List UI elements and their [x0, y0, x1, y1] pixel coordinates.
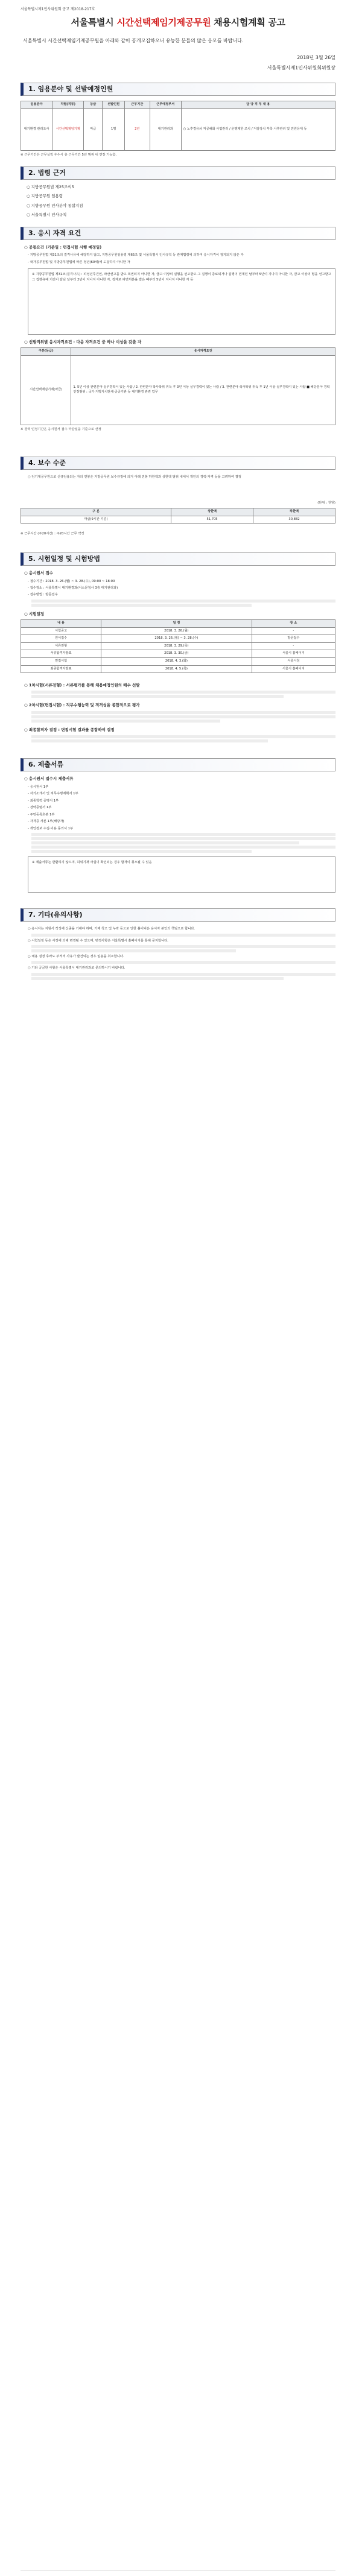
blank-line	[31, 720, 220, 723]
section-4-note: ※ 근무시간 (주20시간) : 주20시간 근무 약정	[21, 532, 84, 536]
application-line: - 접수기간 : 2018. 3. 26.(월) ~ 3. 28.(수), 09:00 ~ 18:00	[28, 579, 115, 583]
sal-cell-min: 30,882	[253, 516, 335, 524]
sched-cell: 2018. 4. 3.(화)	[101, 658, 252, 666]
page-title	[21, 16, 335, 30]
section-1-header	[21, 83, 335, 96]
notice-line: ○ 시험일정 등은 사정에 의해 변경될 수 있으며, 변경사항은 서울특별시 홈페이지를 통해 공지합니다.	[28, 938, 168, 943]
sal-cell-max: 51,705	[171, 516, 253, 524]
doc-line: - 응시원서 1부	[28, 785, 49, 789]
col-series: 직렬(직류)	[52, 101, 84, 109]
blank-line	[31, 934, 335, 937]
section-5-header	[21, 552, 335, 566]
sched-col-date: 일 정	[101, 620, 252, 628]
common-req-label: ○ 공통요건 (기준일 : 면접시험 시행 예정일)	[24, 244, 102, 250]
intro-text: 서울특별시 시간선택제임기제공무원을 아래와 같이 공개모집하오니 유능한 분들의 많은 응모를 바랍니다.	[23, 38, 244, 44]
sched-cell: 원서접수	[21, 635, 101, 643]
salary-table	[21, 508, 335, 524]
common-req-line: - 지방공무원법 제31조의 결격사유에 해당하지 않고, 지방공무원임용령 제65조 및 서울특별시 인사규칙 등 관계법령에 의하여 응시자격이 정지되지 않은 자	[28, 253, 244, 258]
notice-line: ○ 채용 결정 후라도 부적격 사유가 발견되는 경우 임용을 취소합니다.	[28, 954, 124, 958]
section-3-note: ※ 경력 인정기간은 응시원서 접수 마감일을 기준으로 산정	[21, 428, 101, 432]
blank-line	[31, 695, 284, 698]
docs-warning: ※ 제출서류는 반환하지 않으며, 허위기재 사실이 확인되는 경우 합격이 취소될 수 있음	[28, 856, 335, 893]
section-6-title: 6. 제출서류	[28, 761, 64, 769]
blank-line	[31, 711, 335, 714]
blank-line	[31, 949, 236, 952]
doc-line: - 자격증 사본 1부(해당자)	[28, 820, 65, 824]
blank-line	[31, 973, 335, 976]
sal-cell-type: 마급(9시간 기준)	[21, 516, 171, 524]
disqualification-box: ※ 지방공무원법 제31조(결격사유) : 피성년후견인, 파산선고를 받고 복권되지 아니한 자, 금고 이상의 실형을 선고받고 그 집행이 종료되거나 집행이 면제된 날부터 5년이 지나지 아니한 자, 금고 이상의 형을 선고받고 그 집행유예 기간이 끝난 날부터 2년이 지나지 아니한 자, 징계로 파면처분을 받은 때부터 5년이 지나지 아니한 자 등	[28, 268, 335, 335]
law-item: ○ 지방공무원 인사분야 통합지침	[27, 203, 83, 208]
doc-line: - 자기소개서 및 직무수행계획서 1부	[28, 792, 78, 796]
sal-col-type: 구 분	[21, 508, 171, 516]
sched-cell: -	[252, 642, 335, 650]
cell-dept: 대기관리과	[150, 109, 181, 151]
law-item: ○ 서울특별시 인사규칙	[27, 212, 67, 218]
sched-cell: 서울시 홈페이지	[252, 650, 335, 658]
doc-line: - 최종학력 증명서 1부	[28, 799, 59, 803]
req-col-req: 응시자격요건	[71, 348, 335, 356]
cell-period: 2년	[124, 109, 150, 151]
sched-cell: 서류전형	[21, 642, 101, 650]
blank-line	[31, 945, 335, 948]
notice-date: 2018년 3월 26일	[297, 54, 335, 60]
sched-cell: 시험공고	[21, 627, 101, 635]
notice-line: ○ 기타 궁금한 사항은 서울특별시 대기관리과로 문의하시기 바랍니다.	[28, 966, 126, 970]
special-req-label: ○ 선발직위별 응시자격요건 : 다음 자격요건 중 하나 이상을 갖춘 자	[24, 340, 142, 345]
sched-cell: 2018. 3. 30.(금)	[101, 650, 252, 658]
title-suffix: 채용시험계획 공고	[211, 16, 285, 28]
cell-count: 1명	[103, 109, 124, 151]
cell-duties: ○ 노후경유차 저공해화 사업관리 / 운행제한 조치 / 저감장치 부착 사후관리 및 민원응대 등	[181, 109, 335, 151]
sched-cell: 방문접수	[252, 635, 335, 643]
sched-cell: 최종합격자발표	[21, 665, 101, 673]
blank-line	[31, 715, 335, 718]
sched-cell: 서울시 홈페이지	[252, 665, 335, 673]
sched-cell: -	[252, 627, 335, 635]
requirements-table	[21, 347, 335, 425]
sched-cell: 2018. 3. 29.(목)	[101, 642, 252, 650]
section-4-header	[21, 457, 335, 470]
section-7-title: 7. 기타(유의사항)	[28, 911, 83, 919]
cell-field: 대기환경 관리조사	[21, 109, 52, 151]
law-item: ○ 지방공무원법 제25조의5	[27, 185, 74, 190]
title-highlight: 시간선택제임기제공무원	[116, 16, 211, 28]
sched-cell: 면접시험	[21, 658, 101, 666]
col-field: 임용분야	[21, 101, 52, 109]
blank-line	[31, 691, 335, 694]
col-grade: 등급	[84, 101, 103, 109]
section-5-title: 5. 시험일정 및 시험방법	[28, 555, 100, 563]
req-cell-type: 시간선택제임기제(마급)	[21, 356, 71, 425]
sched-cell: 2018. 3. 26.(월)	[101, 627, 252, 635]
section-3-title: 3. 응시 자격 요건	[28, 229, 81, 237]
sal-col-max: 상한액	[171, 508, 253, 516]
blank-line	[31, 739, 268, 742]
blank-line	[31, 837, 335, 840]
sched-col-item: 내 용	[21, 620, 101, 628]
schedule-table	[21, 619, 335, 673]
stage-3: ○ 최종합격자 결정 : 면접시험 결과를 종합하여 결정	[24, 727, 115, 732]
blank-line	[31, 850, 252, 853]
cell-grade: 마급	[84, 109, 103, 151]
page-footer-rule	[21, 2571, 335, 2572]
blank-line	[31, 833, 335, 836]
application-line: - 접수장소 : 서울특별시 대기환경과(서소문청사 3층 대기관리과)	[28, 586, 118, 590]
doc-line: - 경력증명서 1부	[28, 806, 52, 810]
section-6-header	[21, 758, 335, 771]
section-4-title: 4. 보수 수준	[28, 458, 66, 467]
salary-text: ○ 임기제공무원으로 신규임용되는 자의 연봉은 지방공무원 보수규정에 의거 아래 연봉 하한액과 상한액 범위 내에서 개인의 경력·자격 등을 고려하여 결정	[28, 475, 241, 479]
col-count: 선발인원	[103, 101, 124, 109]
col-dept: 근무예정부서	[150, 101, 181, 109]
title-prefix: 서울특별시	[71, 16, 117, 28]
blank-line	[31, 841, 299, 844]
section-3-header	[21, 227, 335, 240]
section-7-header	[21, 908, 335, 922]
section-2-header	[21, 166, 335, 180]
section-2-title: 2. 법령 근거	[28, 169, 66, 177]
sched-cell: 서울시청	[252, 658, 335, 666]
notice-line: ○ 응시자는 지원서 작성에 신중을 기해야 하며, 기재 착오 및 누락 등으로 인한 불이익은 응시자 본인의 책임으로 합니다.	[28, 927, 195, 931]
blank-line	[31, 735, 335, 738]
common-req-line: - 국가공무원법 및 지방공무원법에 따른 정년(60세)에 도달하지 아니한 자	[28, 260, 130, 264]
blank-line	[31, 604, 252, 607]
application-label: ○ 응시원서 접수	[24, 571, 53, 576]
issuing-org: 서울특별시제1인사위원회위원장	[267, 65, 335, 71]
notice-number: 서울특별시제1인사위원회 공고 제2018-217호	[21, 7, 95, 11]
section-1-note: ※ 근무기간은 근무실적 우수시 총 근무기간 5년 범위 내 연장 가능함.	[21, 153, 117, 157]
salary-unit: (단위 : 천원)	[317, 501, 335, 505]
sal-col-min: 하한액	[253, 508, 335, 516]
col-period: 근무기간	[124, 101, 150, 109]
positions-table	[21, 101, 335, 151]
schedule-label: ○ 시험일정	[24, 611, 45, 616]
cell-series: 시간선택제임기제	[52, 109, 84, 151]
req-cell-req: 1. 5년 이상 관련분야 실무경력이 있는 사람 / 2. 관련분야 학사학위 취득 후 3년 이상 실무경력이 있는 사람 / 3. 관련분야 석사학위 취득 후 1년 이상 실무경력이 있는 사람 ■ 해당분야 경력 인정범위 : 국가·지방자치단체·공공기관 등 대기환경 관련 업무	[71, 356, 335, 425]
blank-line	[31, 600, 335, 603]
blank-line	[31, 961, 335, 964]
stage-1: ○ 1차시험(서류전형) : 서류평가를 통해 채용예정인원의 배수 선발	[24, 683, 140, 688]
sched-cell: 2018. 3. 26.(월) ~ 3. 28.(수)	[101, 635, 252, 643]
req-col-type: 구분(등급)	[21, 348, 71, 356]
blank-line	[31, 977, 284, 980]
col-duties: 담 당 직 무 내 용	[181, 101, 335, 109]
law-item: ○ 지방공무원 임용령	[27, 194, 63, 199]
section-1-title: 1. 임용분야 및 선발예정인원	[28, 84, 113, 93]
doc-line: - 주민등록초본 1부	[28, 812, 55, 817]
sched-cell: 2018. 4. 5.(목)	[101, 665, 252, 673]
sched-col-place: 장 소	[252, 620, 335, 628]
doc-line: - 개인정보 수집·이용 동의서 1부	[28, 826, 74, 831]
blank-line	[31, 846, 335, 849]
docs-label: ○ 응시원서 접수시 제출서류	[24, 776, 74, 782]
stage-2: ○ 2차시험(면접시험) : 직무수행능력 및 적격성을 종합적으로 평가	[24, 703, 140, 708]
application-line: - 접수방법 : 방문접수	[28, 593, 58, 597]
sched-cell: 서류합격자발표	[21, 650, 101, 658]
